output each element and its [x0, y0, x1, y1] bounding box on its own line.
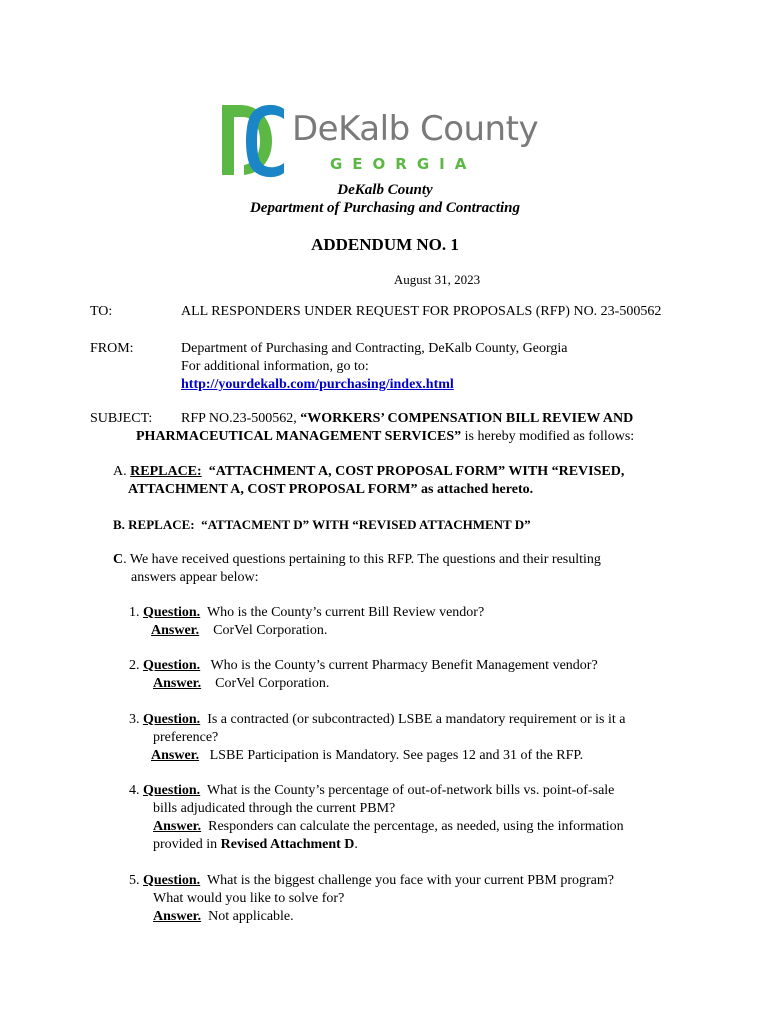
- document-date: August 31, 2023: [393, 272, 481, 287]
- to-text: ALL RESPONDERS UNDER REQUEST FOR PROPOSALS (RFP) NO. 23-500562: [181, 304, 662, 319]
- qa-3-question: [129, 711, 625, 729]
- question-label: Question.: [143, 712, 201, 727]
- from-line1: Department of Purchasing and Contracting, DeKalb County, Georgia: [181, 341, 568, 356]
- org-name: DeKalb County: [337, 182, 433, 198]
- from-label: FROM:: [90, 341, 134, 356]
- purchasing-link[interactable]: http://yourdekalb.com/purchasing/index.html: [181, 377, 454, 392]
- qa-2-answer-text: CorVel Corporation.: [215, 676, 330, 691]
- item-c-marker: C: [113, 552, 124, 567]
- answer-label: Answer.: [151, 623, 200, 638]
- qa-4-answer-text1: Responders can calculate the percentage, as needed, using the information: [208, 819, 624, 834]
- page-title: ADDENDUM NO. 1: [311, 235, 459, 254]
- question-label: Question.: [143, 873, 201, 888]
- qa-2-number: 2.: [129, 658, 140, 673]
- qa-5-question-text1: What is the biggest challenge you face with your current PBM program?: [206, 873, 614, 888]
- qa-4-answer-bold: Revised Attachment D: [220, 837, 355, 852]
- qa-3-question-text2: preference?: [153, 730, 219, 745]
- qa-3-answer: [151, 747, 583, 765]
- qa-5-number: 5.: [129, 873, 140, 888]
- qa-2-answer: [153, 675, 329, 693]
- dc-monogram-icon: [220, 103, 290, 181]
- logo-state: GEORGIA: [330, 155, 477, 173]
- item-c-line2: answers appear below:: [131, 570, 259, 585]
- item-c-line1: [113, 551, 601, 569]
- logo-name: DeKalb County: [292, 109, 539, 149]
- answer-label: Answer.: [151, 748, 200, 763]
- question-label: Question.: [143, 605, 201, 620]
- question-label: Question.: [143, 658, 201, 673]
- to-label: TO:: [90, 304, 113, 319]
- subject-line2: [136, 428, 634, 446]
- qa-1-answer: [151, 622, 327, 640]
- qa-4-question-text2: bills adjudicated through the current PBM?: [153, 801, 396, 816]
- qa-4-question-text1: What is the County’s percentage of out-of-network bills vs. point-of-sale: [206, 783, 615, 798]
- qa-3-number: 3.: [129, 712, 140, 727]
- qa-1-question-text: Who is the County’s current Bill Review vendor?: [206, 605, 485, 620]
- from-line2: For additional information, go to:: [181, 359, 369, 374]
- item-a-line1: [113, 463, 624, 481]
- qa-5-question: [129, 872, 614, 890]
- subject-title-line2: PHARMACEUTICAL MANAGEMENT SERVICES”: [136, 429, 462, 444]
- answer-label: Answer.: [153, 819, 202, 834]
- department-name: Department of Purchasing and Contracting: [249, 200, 521, 216]
- qa-1-answer-text: CorVel Corporation.: [213, 623, 328, 638]
- qa-5-question-text2: What would you like to solve for?: [153, 891, 345, 906]
- qa-5-answer-text: Not applicable.: [208, 909, 294, 924]
- qa-1-question: [129, 604, 484, 622]
- subject-line1: [181, 410, 633, 428]
- item-b: B. REPLACE: “ATTACMENT D” WITH “REVISED ATTACHMENT D”: [113, 517, 531, 532]
- qa-1-number: 1.: [129, 605, 140, 620]
- qa-4-number: 4.: [129, 783, 140, 798]
- qa-4-answer-suffix: .: [354, 837, 358, 852]
- qa-4-question: [129, 782, 614, 800]
- subject-label: SUBJECT:: [90, 411, 153, 426]
- item-a-marker: A.: [113, 464, 131, 479]
- qa-2-question: [129, 657, 598, 675]
- item-a-text1: “ATTACHMENT A, COST PROPOSAL FORM” WITH “REVISED,: [201, 464, 625, 479]
- question-label: Question.: [143, 783, 201, 798]
- qa-3-question-text1: Is a contracted (or subcontracted) LSBE a mandatory requirement or is it a: [207, 712, 626, 727]
- item-a-action: REPLACE:: [130, 464, 202, 479]
- subject-suffix: is hereby modified as follows:: [461, 429, 635, 444]
- dekalb-county-logo: [220, 103, 539, 181]
- item-a-line2: ATTACHMENT A, COST PROPOSAL FORM” as attached hereto.: [128, 482, 534, 497]
- item-c-text1: . We have received questions pertaining to this RFP. The questions and their resulting: [123, 552, 601, 567]
- qa-4-answer: [153, 818, 624, 836]
- answer-label: Answer.: [153, 676, 202, 691]
- qa-4-answer-line2: [153, 836, 358, 854]
- qa-2-question-text: Who is the County’s current Pharmacy Benefit Management vendor?: [210, 658, 598, 673]
- subject-title-line1: “WORKERS’ COMPENSATION BILL REVIEW AND: [300, 411, 634, 426]
- qa-4-answer-prefix: provided in: [153, 837, 221, 852]
- qa-5-answer: [153, 908, 294, 926]
- subject-prefix: RFP NO.23-500562,: [181, 411, 301, 426]
- qa-3-answer-text: LSBE Participation is Mandatory. See pages 12 and 31 of the RFP.: [209, 748, 584, 763]
- answer-label: Answer.: [153, 909, 202, 924]
